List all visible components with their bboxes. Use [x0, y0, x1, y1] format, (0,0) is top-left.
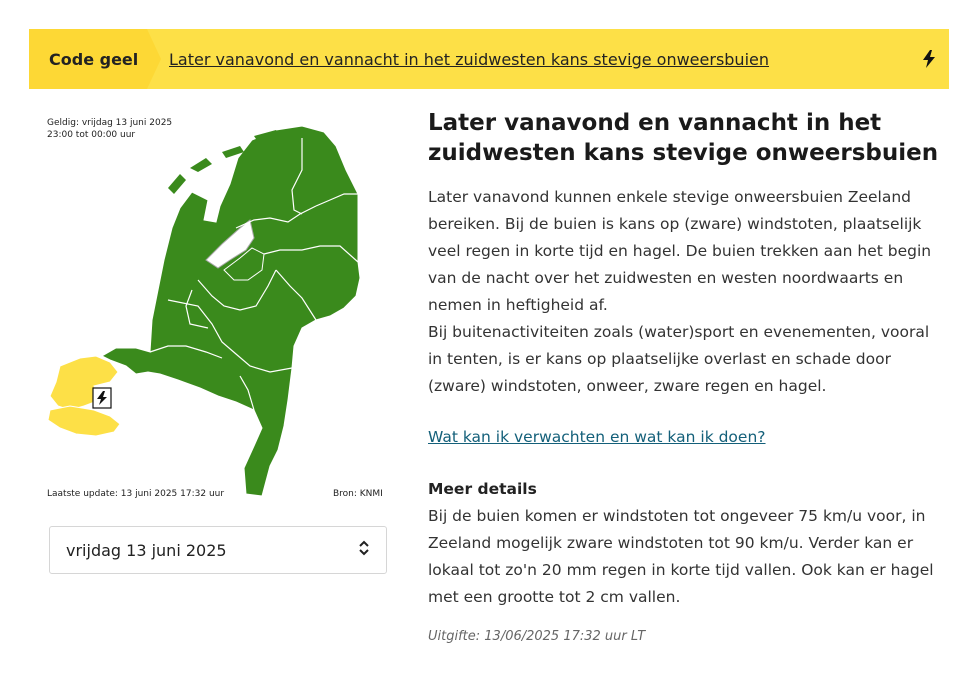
- details-text: Bij de buien komen er windstoten tot ongeveer 75 km/u voor, in Zeeland mogelijk zware windstoten tot 90 km/u. Verder kan er lokaal tot zo'n 20 mm regen in korte tijd vallen. Ook kan er hagel met een grootte tot 2 cm vallen.: [428, 507, 934, 606]
- warning-banner: [29, 29, 949, 89]
- lightning-icon: [909, 50, 949, 68]
- expectations-link[interactable]: Wat kan ik verwachten en wat kan ik doen?: [428, 428, 766, 446]
- map-valid-label: Geldig: vrijdag 13 juni 2025: [47, 118, 173, 128]
- warning-article: [428, 108, 948, 644]
- map-valid-info: [47, 117, 172, 141]
- chevron-updown-icon: [358, 540, 370, 560]
- lightning-icon: [93, 388, 111, 408]
- article-title: Later vanavond en vannacht in het zuidwesten kans stevige onweersbuien: [428, 110, 939, 166]
- date-select-value: vrijdag 13 juni 2025: [66, 540, 227, 560]
- article-paragraph-1: Later vanavond kunnen enkele stevige onweersbuien Zeeland bereiken. Bij de buien is kans op (zware) windstoten, plaatselijk veel regen in korte tijd en hagel. De buien trekken aan het begin van de nacht over het zuidwesten en westen noordwaarts en nemen in heftigheid af.: [428, 188, 932, 314]
- banner-headline-link[interactable]: Later vanavond en vannacht in het zuidwesten kans stevige onweersbuien: [169, 49, 769, 69]
- issued-timestamp: Uitgifte: 13/06/2025 17:32 uur LT: [428, 629, 646, 644]
- map-last-update: Laatste update: 13 juni 2025 17:32 uur: [47, 489, 225, 499]
- warning-map: [40, 110, 390, 506]
- code-level-label: Code geel: [29, 29, 147, 89]
- article-paragraph-2: Bij buitenactiviteiten zoals (water)sport en evenementen, vooral in tenten, is er kans op plaatselijke overlast en schade door (zware) windstoten, onweer, zware regen en hagel.: [428, 323, 930, 395]
- netherlands-map: [40, 110, 390, 506]
- details-heading: Meer details: [428, 480, 537, 498]
- map-source: Bron: KNMI: [333, 489, 383, 499]
- map-valid-time: 23:00 tot 00:00 uur: [47, 130, 136, 140]
- date-select[interactable]: [49, 526, 387, 574]
